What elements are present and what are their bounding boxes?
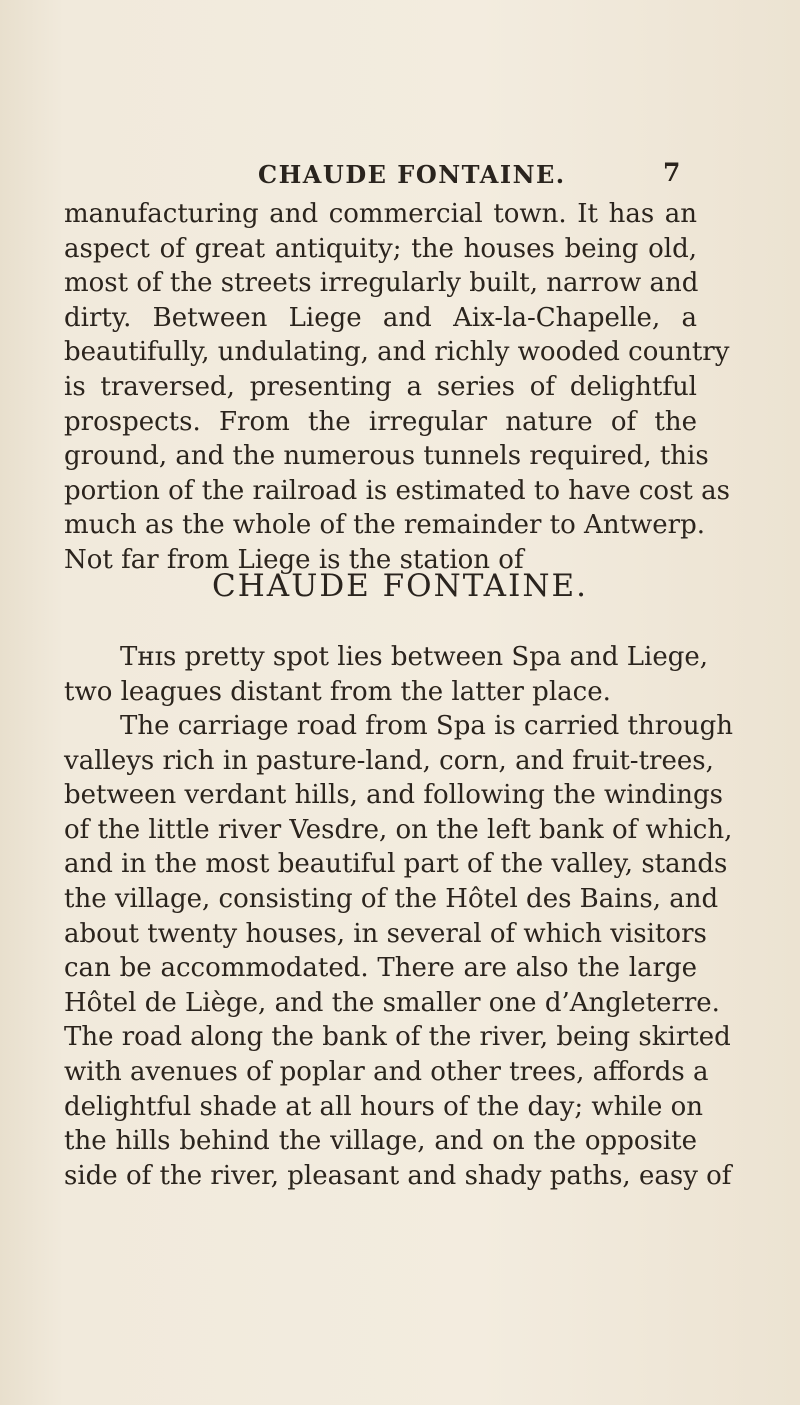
text-line: ground, and the numerous tunnels required, this [64,441,709,472]
text-line: about twenty houses, in several of which visitors [64,918,707,949]
text-line: dirty. Between Liege and Aix-la-Chapelle, a [64,302,697,333]
text-line: Hôtel de Liège, and the smaller one d’Angleterre. [64,987,720,1018]
text-line: side of the river, pleasant and shady paths, easy of [64,1160,732,1191]
running-title: CHAUDE FONTAINE. [258,160,566,189]
text-line: much as the whole of the remainder to Antwerp. [64,510,705,541]
text-line: and in the most beautiful part of the valley, stands [64,849,728,880]
text-line: portion of the railroad is estimated to have cost as [64,475,730,506]
paragraph-3 [64,709,733,1193]
section-heading: CHAUDE FONTAINE. [212,568,588,604]
paragraph-2 [64,640,709,709]
text-line: two leagues distant from the latter place. [64,676,611,707]
text-line: aspect of great antiquity; the houses being old, [64,233,697,264]
text-line: with avenues of poplar and other trees, affords a [64,1056,709,1087]
text-line: prospects. From the irregular nature of the [64,406,697,437]
text-line: can be accommodated. There are also the large [64,953,697,984]
text-line: Tʜɪs pretty spot lies between Spa and Liege, [120,642,709,672]
text-line: the village, consisting of the Hôtel des Bains, and [64,883,719,914]
text-line: of the little river Vesdre, on the left bank of which, [64,814,733,845]
text-line: the hills behind the village, and on the opposite [64,1126,697,1157]
text-line: manufacturing and commercial town. It has an [64,199,697,229]
text-line: is traversed, presenting a series of delightful [64,371,697,402]
text-line: most of the streets irregularly built, narrow and [64,268,699,299]
text-line: between verdant hills, and following the windings [64,780,723,811]
running-head [0,160,800,200]
text-line: valleys rich in pasture-land, corn, and fruit-trees, [64,745,714,776]
text-line: The road along the bank of the river, being skirted [64,1022,731,1053]
text-line: The carriage road from Spa is carried through [120,711,733,741]
page-number: 7 [663,158,681,187]
text-line: Not far from Liege is the station of [64,544,524,575]
text-line: beautifully, undulating, and richly wooded country [64,337,730,368]
text-line: delightful shade at all hours of the day; while on [64,1091,704,1122]
paragraph-1 [64,197,730,578]
